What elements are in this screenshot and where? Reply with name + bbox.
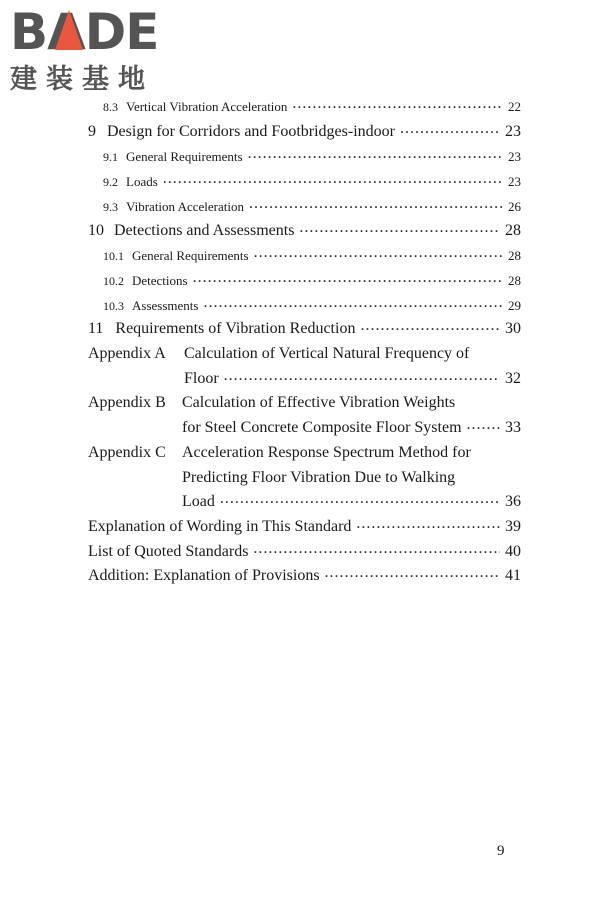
toc-entry-page: 23 bbox=[508, 149, 521, 164]
toc-entry-page: 23 bbox=[505, 123, 521, 140]
toc-entry-page: 30 bbox=[505, 320, 521, 337]
logo-subtitle: 建装基地 bbox=[10, 64, 154, 95]
toc-entry-title: Assessments bbox=[132, 298, 199, 313]
appendix-a-title-line1: Calculation of Vertical Natural Frequency of bbox=[184, 345, 470, 362]
toc-entry bbox=[103, 273, 521, 289]
page-number: 9 bbox=[497, 843, 505, 859]
appendix-b-title-line2: for Steel Concrete Composite Floor System bbox=[182, 419, 462, 436]
toc-entry-number: 10 bbox=[88, 222, 104, 239]
toc-entry-page: 33 bbox=[505, 419, 521, 436]
toc-entry-page: 32 bbox=[505, 370, 521, 387]
toc-entry-number: 8.3 bbox=[103, 100, 118, 114]
toc-entry-page: 28 bbox=[508, 248, 521, 263]
toc-entry-page: 36 bbox=[505, 493, 521, 510]
logo-wordmark: BADE bbox=[10, 3, 159, 61]
toc-entry-title: Detections and Assessments bbox=[114, 222, 295, 239]
toc-entry-page: 41 bbox=[505, 567, 521, 584]
toc-entry bbox=[88, 123, 521, 141]
toc-entry-title: Requirements of Vibration Reduction bbox=[115, 320, 356, 337]
toc-entry-title: Vibration Acceleration bbox=[126, 199, 244, 214]
dot-leader bbox=[400, 125, 500, 140]
toc-entry-number: 9.2 bbox=[103, 175, 118, 189]
toc-entry bbox=[103, 174, 521, 190]
toc-entry-title: Explanation of Wording in This Standard bbox=[88, 518, 352, 535]
dot-leader bbox=[203, 299, 503, 314]
toc-entry-page: 22 bbox=[508, 99, 521, 114]
appendix-c-title-line2: Predicting Floor Vibration Due to Walking bbox=[182, 469, 456, 486]
toc-entry-title: List of Quoted Standards bbox=[88, 543, 249, 560]
toc-entry-page: 26 bbox=[508, 199, 521, 214]
toc-entry-page: 23 bbox=[508, 174, 521, 189]
dot-leader bbox=[360, 322, 500, 337]
appendix-c-title-line1: Acceleration Response Spectrum Method for bbox=[182, 444, 471, 461]
appendix-b-title-line1: Calculation of Effective Vibration Weights bbox=[182, 394, 456, 411]
toc-entry-page: 29 bbox=[508, 298, 521, 313]
appendix-a-label: Appendix A bbox=[88, 345, 166, 362]
toc-entry-title: Design for Corridors and Footbridges-indoor bbox=[107, 123, 395, 140]
dot-leader bbox=[163, 175, 503, 190]
toc-entry-page: 28 bbox=[508, 273, 521, 288]
dot-leader bbox=[193, 274, 503, 289]
toc-entry-title: General Requirements bbox=[126, 149, 243, 164]
dot-leader bbox=[325, 569, 500, 584]
toc-entry-title: Vertical Vibration Acceleration bbox=[126, 99, 288, 114]
toc-entry bbox=[103, 248, 521, 264]
toc-entry-number: 10.1 bbox=[103, 249, 124, 263]
dot-leader bbox=[220, 495, 500, 510]
logo-accent-triangle bbox=[55, 10, 83, 50]
dot-leader bbox=[249, 200, 503, 215]
bade-logo bbox=[10, 4, 180, 100]
dot-leader bbox=[467, 421, 500, 436]
toc-entry-page: 39 bbox=[505, 518, 521, 535]
toc-entry bbox=[103, 99, 521, 115]
toc-entry-title: Addition: Explanation of Provisions bbox=[88, 567, 320, 584]
dot-leader bbox=[254, 249, 503, 264]
toc-entry-number: 9 bbox=[88, 123, 96, 140]
appendix-a-title-line2: Floor bbox=[184, 370, 219, 387]
appendix-b-label: Appendix B bbox=[88, 394, 166, 411]
toc-entry bbox=[88, 222, 521, 240]
toc-entry-title: General Requirements bbox=[132, 248, 249, 263]
dot-leader bbox=[292, 100, 503, 115]
toc-entry bbox=[103, 298, 521, 314]
toc-entry bbox=[103, 199, 521, 215]
toc-entry bbox=[88, 518, 521, 536]
dot-leader bbox=[253, 545, 500, 560]
toc-entry-page: 28 bbox=[505, 222, 521, 239]
dot-leader bbox=[356, 520, 500, 535]
toc-entry-number: 9.1 bbox=[103, 150, 118, 164]
toc-entry-title: Loads bbox=[126, 174, 158, 189]
toc-entry bbox=[88, 543, 521, 561]
dot-leader bbox=[299, 224, 500, 239]
dot-leader bbox=[248, 150, 503, 165]
dot-leader bbox=[224, 372, 500, 387]
appendix-c-label: Appendix C bbox=[88, 444, 166, 461]
toc-entry bbox=[103, 149, 521, 165]
toc-entry bbox=[182, 493, 521, 511]
toc-entry bbox=[88, 320, 521, 338]
toc-entry-number: 9.3 bbox=[103, 200, 118, 214]
toc-entry-number: 10.2 bbox=[103, 274, 124, 288]
toc-entry-title: Detections bbox=[132, 273, 188, 288]
toc-entry-number: 10.3 bbox=[103, 299, 124, 313]
toc-entry-page: 40 bbox=[505, 543, 521, 560]
toc-entry bbox=[88, 567, 521, 585]
appendix-c-title-line3: Load bbox=[182, 493, 215, 510]
toc-entry-number: 11 bbox=[88, 320, 104, 337]
toc-entry bbox=[182, 419, 521, 437]
toc-entry bbox=[184, 370, 521, 388]
